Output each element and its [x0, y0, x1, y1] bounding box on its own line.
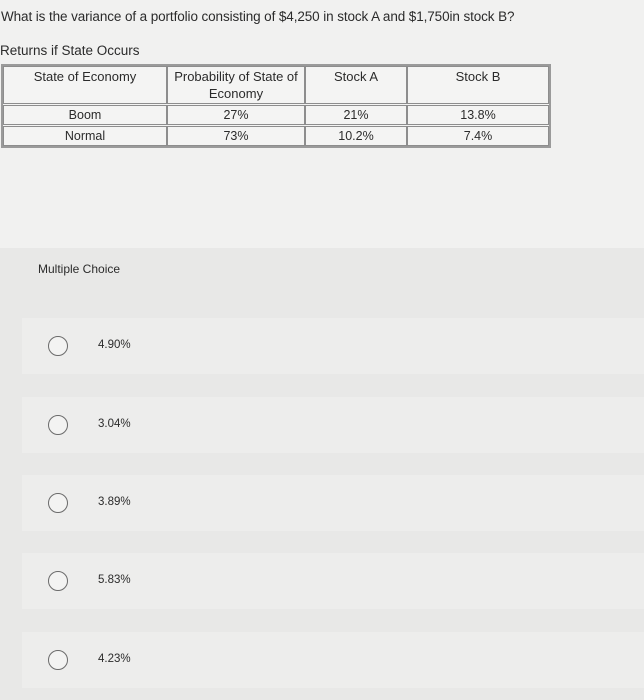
- cell-stock-b: 13.8%: [460, 108, 496, 122]
- cell-stock-a: 10.2%: [338, 129, 374, 143]
- choice-option-1[interactable]: [22, 318, 644, 374]
- choice-label: 3.04%: [98, 418, 131, 430]
- radio-button-icon[interactable]: [48, 571, 68, 591]
- choice-option-5[interactable]: [22, 632, 644, 688]
- choice-option-3[interactable]: [22, 475, 644, 531]
- table-row-normal-stock-b: [407, 126, 549, 146]
- table-row-boom-state: [3, 105, 167, 125]
- radio-button-icon[interactable]: [48, 415, 68, 435]
- header-stock-b-label: Stock B: [455, 69, 501, 84]
- header-stock-a-label: Stock A: [333, 69, 379, 84]
- radio-button-icon[interactable]: [48, 650, 68, 670]
- question-text: What is the variance of a portfolio consisting of $4,250 in stock A and $1,750in stock B?: [1, 9, 515, 24]
- choice-label: 4.23%: [98, 653, 131, 665]
- table-caption: Returns if State Occurs: [0, 43, 140, 58]
- header-probability-line2: Economy: [208, 86, 264, 101]
- radio-button-icon[interactable]: [48, 493, 68, 513]
- header-probability: [167, 66, 305, 104]
- cell-probability: 73%: [223, 129, 249, 143]
- cell-probability: 27%: [223, 108, 249, 122]
- choice-option-2[interactable]: [22, 397, 644, 453]
- header-stock-b: [407, 66, 549, 104]
- header-probability-line1: Probability of State of: [174, 69, 298, 84]
- choice-option-4[interactable]: [22, 553, 644, 609]
- header-state-of-economy: [3, 66, 167, 104]
- cell-stock-a: 21%: [343, 108, 369, 122]
- choice-label: 3.89%: [98, 496, 131, 508]
- choice-label: 4.90%: [98, 339, 131, 351]
- cell-state: Boom: [68, 108, 102, 122]
- cell-stock-b: 7.4%: [463, 129, 493, 143]
- returns-table: [1, 64, 551, 148]
- header-state-label: State of Economy: [33, 69, 137, 84]
- table-row-normal-probability: [167, 126, 305, 146]
- radio-button-icon[interactable]: [48, 336, 68, 356]
- table-row-boom-stock-a: [305, 105, 407, 125]
- header-stock-a: [305, 66, 407, 104]
- table-row-boom-probability: [167, 105, 305, 125]
- table-row-normal-state: [3, 126, 167, 146]
- table-row-boom-stock-b: [407, 105, 549, 125]
- cell-state: Normal: [64, 129, 106, 143]
- choice-label: 5.83%: [98, 574, 131, 586]
- table-row-normal-stock-a: [305, 126, 407, 146]
- multiple-choice-label: Multiple Choice: [38, 262, 121, 276]
